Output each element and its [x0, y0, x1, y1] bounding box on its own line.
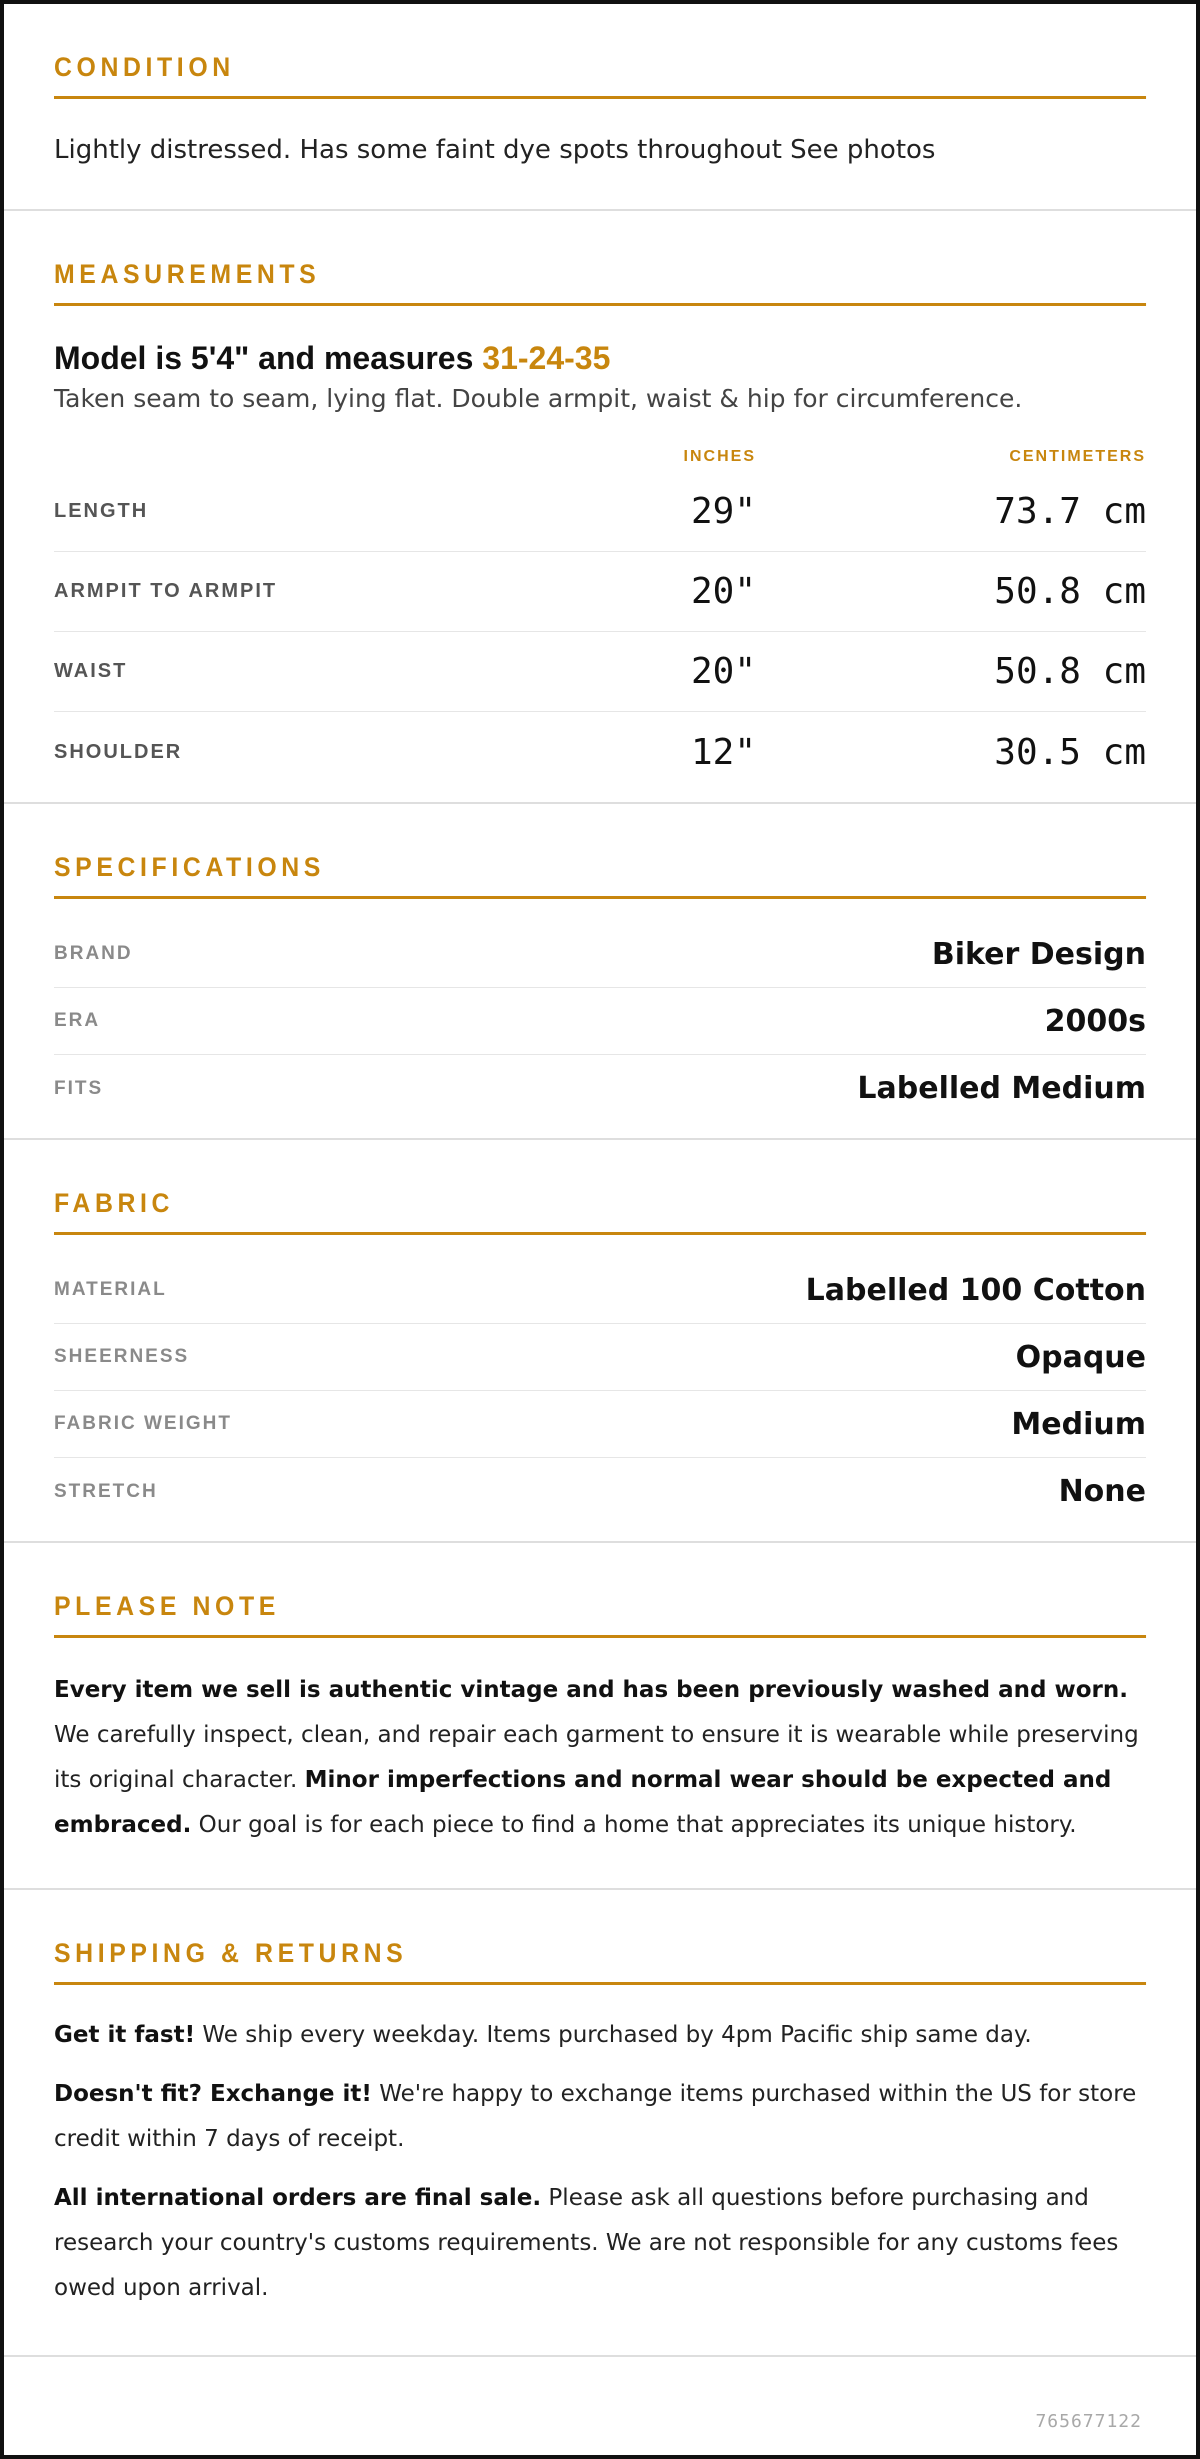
shipping-heading: SHIPPING & RETURNS: [54, 1936, 1146, 1985]
inches-column-header: INCHES: [683, 448, 756, 465]
measurements-heading: MEASUREMENTS: [54, 257, 1146, 306]
fabric-key: FABRIC WEIGHT: [54, 1413, 232, 1434]
measurement-inches: 12": [690, 731, 756, 773]
model-prefix: Model is 5'4" and measures: [54, 340, 483, 376]
measurement-cm: 73.7 cm: [994, 491, 1146, 532]
model-measures-line: [54, 338, 1146, 378]
spec-key: BRAND: [54, 943, 133, 964]
condition-text: Lightly distressed. Has some faint dye spots throughout See photos: [54, 135, 936, 165]
measurement-inches: 29": [690, 491, 756, 532]
fabric-key: STRETCH: [54, 1480, 158, 1502]
fabric-row: [54, 1257, 1146, 1324]
specifications-table: [54, 921, 1146, 1138]
please-note-section: [4, 1543, 1196, 1890]
shipping-bold-3: All international orders are final sale.: [54, 2185, 542, 2211]
specifications-section: [4, 804, 1196, 1140]
model-measures-value: 31-24-35: [482, 340, 611, 376]
measurements-table-header: [54, 442, 1146, 472]
note-bold-2: Minor imperfections and normal wear should be expected and embraced.: [54, 1767, 1112, 1838]
spec-value: Biker Design: [931, 936, 1146, 972]
measurement-label: ARMPIT TO ARMPIT: [54, 580, 278, 602]
condition-heading: CONDITION: [54, 50, 1146, 99]
fabric-key: SHEERNESS: [54, 1346, 190, 1367]
fabric-section: [4, 1140, 1196, 1543]
item-id: 765677122: [1035, 2411, 1142, 2432]
measurement-row: [54, 552, 1146, 632]
fabric-heading: FABRIC: [54, 1186, 1146, 1235]
spec-value: 2000s: [1044, 1003, 1146, 1039]
measurement-label: SHOULDER: [54, 740, 183, 763]
shipping-section: [4, 1890, 1196, 2357]
shipping-paragraph-3: [54, 2176, 1146, 2311]
fabric-table: [54, 1257, 1146, 1541]
spec-key: ERA: [54, 1010, 101, 1031]
fabric-row: [54, 1391, 1146, 1458]
centimeters-column-header: CENTIMETERS: [1009, 448, 1146, 465]
fabric-row: [54, 1324, 1146, 1391]
measurements-table: [54, 472, 1146, 802]
measurement-cm: 50.8 cm: [994, 651, 1146, 692]
please-note-heading: PLEASE NOTE: [54, 1589, 1146, 1638]
specifications-heading: SPECIFICATIONS: [54, 850, 1146, 899]
fabric-value: None: [1058, 1474, 1146, 1509]
measurement-row: [54, 472, 1146, 552]
spec-row: [54, 988, 1146, 1055]
fabric-value: Opaque: [1015, 1339, 1146, 1375]
measurements-section: [4, 211, 1196, 804]
shipping-paragraph-2: [54, 2072, 1146, 2162]
fabric-row: [54, 1458, 1146, 1525]
spec-row: [54, 1055, 1146, 1122]
shipping-text-3: Please ask all questions before purchasing and research your country's customs requirements. We are not responsible for any customs fees owed upon arrival.: [54, 2185, 1119, 2301]
shipping-paragraph-1: [54, 2013, 1146, 2058]
spec-value: Labelled Medium: [857, 1071, 1146, 1106]
measurements-subtitle: Taken seam to seam, lying flat. Double armpit, waist & hip for circumference.: [54, 384, 1023, 413]
shipping-text-1: We ship every weekday. Items purchased by 4pm Pacific ship same day.: [195, 2022, 1032, 2048]
spec-key: FITS: [54, 1077, 104, 1099]
measurement-cm: 50.8 cm: [994, 571, 1146, 612]
shipping-text-2: We're happy to exchange items purchased within the US for store credit within 7 days of receipt.: [54, 2081, 1137, 2152]
shipping-bold-2: Doesn't fit? Exchange it!: [54, 2081, 372, 2107]
note-bold-1: Every item we sell is authentic vintage and has been previously washed and worn.: [54, 1677, 1128, 1703]
measurement-row: [54, 632, 1146, 712]
measurement-inches: 20": [690, 651, 756, 692]
note-text-1: We carefully inspect, clean, and repair each garment to ensure it is wearable while preserving its original character.: [54, 1722, 1139, 1793]
fabric-key: MATERIAL: [54, 1279, 167, 1300]
note-text-2: Our goal is for each piece to find a home that appreciates its unique history.: [191, 1812, 1077, 1838]
fabric-value: Medium: [1011, 1406, 1146, 1442]
measurement-cm: 30.5 cm: [994, 731, 1146, 773]
measurement-label: LENGTH: [54, 500, 149, 522]
measurement-row: [54, 712, 1146, 792]
shipping-bold-1: Get it fast!: [54, 2022, 196, 2048]
measurement-label: WAIST: [54, 660, 128, 682]
fabric-value: Labelled 100 Cotton: [805, 1272, 1146, 1308]
please-note-text: [54, 1668, 1146, 1848]
condition-section: [4, 4, 1196, 211]
spec-row: [54, 921, 1146, 988]
measurement-inches: 20": [690, 571, 756, 612]
